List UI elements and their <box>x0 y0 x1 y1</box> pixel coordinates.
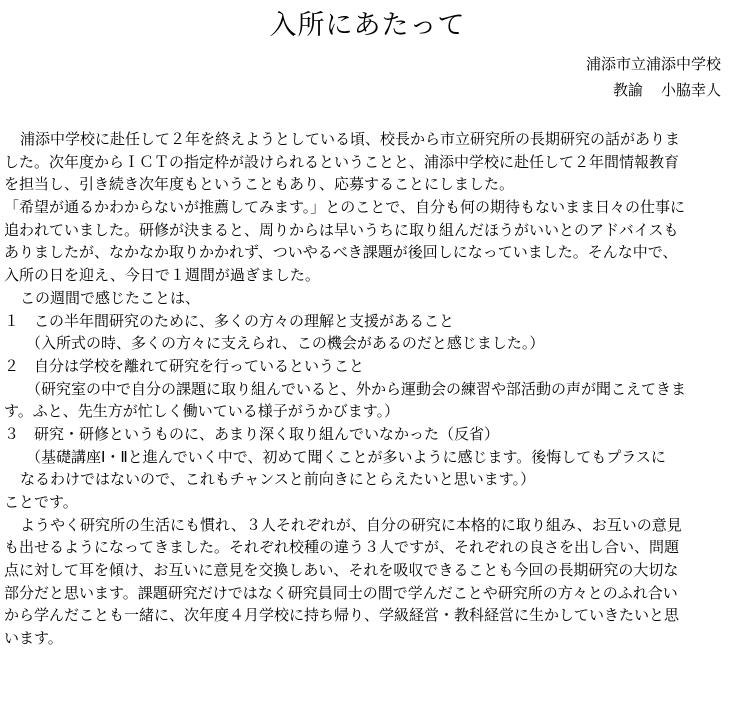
author-school: 浦添市立浦添中学校 <box>585 55 721 73</box>
list-item-2: ２ 自分は学校を離れて研究を行っているということ <box>4 356 365 375</box>
body-line: を担当し、引き続き次年度もということもあり、応募することにしました。 <box>4 175 515 194</box>
list-item-note: （入所式の時、多くの方々に支えられ、この機会があるのだと感じました。） <box>26 334 545 353</box>
list-item-3: ３ 研究・研修というものに、あまり深く取り組んでいなかった（反省） <box>4 424 500 443</box>
body-line: 入所の日を迎え、今日で１週間が過ぎました。 <box>4 266 320 285</box>
author-line <box>613 80 721 100</box>
page-title: 入所にあたって <box>269 10 466 41</box>
list-item-1: １ この半年間研究のために、多くの方々の理解と支援があること <box>4 311 455 330</box>
body-line: から学んだことも一緒に、次年度４月学校に持ち帰り、学級経営・教科経営に生かしていきたいと思 <box>4 606 680 625</box>
body-text <box>4 128 728 650</box>
body-line: 浦添中学校に赴任して２年を終えようとしている頃、校長から市立研究所の長期研究の話がありま <box>20 130 681 148</box>
body-line: す。ふと、先生方が忙しく働いている様子がうかびます。） <box>4 402 400 421</box>
body-line: 点に対して耳を傾け、お互いに意見を交換しあい、それを吸収できることも今回の長期研究の大切な <box>4 561 679 580</box>
body-line: 「希望が通るかわからないが推薦してみます。」とのことで、自分も何の期待もないまま日々の仕事に <box>4 198 686 217</box>
body-line: も出せるようになってきました。それぞれ校種の違う３人ですが、それぞれの良さを出し合い、問題 <box>4 538 680 557</box>
body-line: 追われていました。研修が決まると、周りからは早いうちに取り組んだほうがいいとのアドバイスも <box>4 220 679 239</box>
author-name: 小脇幸人 <box>660 81 721 99</box>
body-line: ありましたが、なかなか取りかかれず、ついやるべき課題が後回しになっていました。そんな中で、 <box>4 243 678 262</box>
list-item-note: （基礎講座Ⅰ・Ⅱと進んでいく中で、初めて聞くことが多いように感じます。後悔してもプラスに <box>26 447 666 466</box>
body-line: ようやく研究所の生活にも慣れ、３人それぞれが、自分の研究に本格的に取り組み、お互いの意見 <box>20 515 682 534</box>
body-line: います。 <box>4 629 63 648</box>
body-line: この週間で感じたことは、 <box>20 288 201 307</box>
body-line: 部分だと思います。課題研究だけではなく研究員同士の間で学んだことや研究所の方々とのふれ合い <box>4 583 678 602</box>
list-item-note: （研究室の中で自分の課題に取り組んでいると、外から運動会の練習や部活動の声が聞こえてきま <box>26 379 687 398</box>
body-line: ことです。 <box>4 493 78 511</box>
author-role: 教諭 <box>612 81 643 99</box>
body-line: なるわけではないので、これもチャンスと前向きにとらえたいと思います。） <box>20 470 536 489</box>
body-line: した。次年度からＩＣＴの指定枠が設けられるということと、浦添中学校に赴任して２年間情報教育 <box>4 152 680 171</box>
